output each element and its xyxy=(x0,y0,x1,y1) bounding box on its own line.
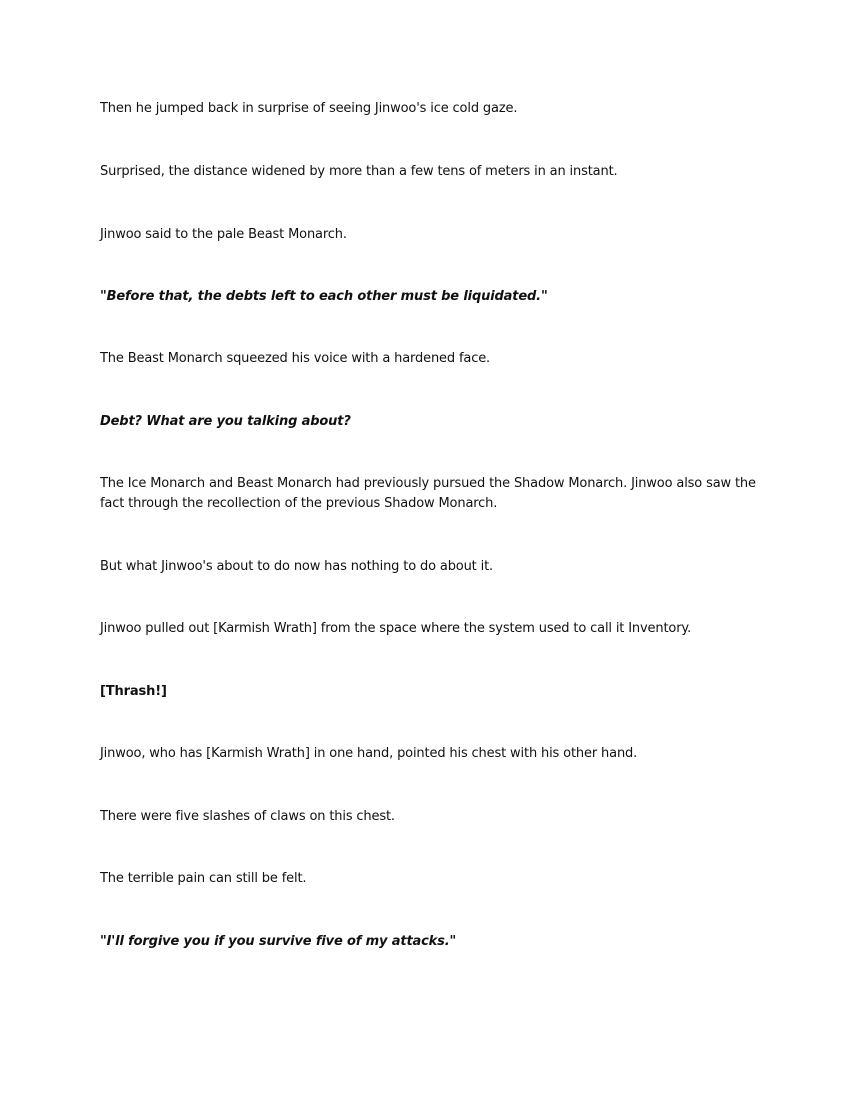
narration-paragraph: Jinwoo pulled out [Karmish Wrath] from the space where the system used to call it Inventory. xyxy=(100,621,692,636)
sound-effect-paragraph: [Thrash!] xyxy=(100,684,167,699)
narration-paragraph: Then he jumped back in surprise of seeing Jinwoo's ice cold gaze. xyxy=(100,101,518,116)
dialogue-paragraph: "Before that, the debts left to each other must be liquidated." xyxy=(100,289,548,304)
dialogue-paragraph: Debt? What are you talking about? xyxy=(100,414,351,429)
narration-paragraph: Jinwoo said to the pale Beast Monarch. xyxy=(100,227,347,242)
narration-paragraph: The terrible pain can still be felt. xyxy=(100,871,307,886)
dialogue-paragraph: "I'll forgive you if you survive five of my attacks." xyxy=(100,934,457,949)
narration-paragraph: Jinwoo, who has [Karmish Wrath] in one hand, pointed his chest with his other hand. xyxy=(100,746,638,761)
narration-paragraph: Surprised, the distance widened by more than a few tens of meters in an instant. xyxy=(100,164,618,179)
narration-paragraph: The Beast Monarch squeezed his voice with a hardened face. xyxy=(100,351,491,366)
narration-paragraph: There were five slashes of claws on this chest. xyxy=(100,809,395,824)
narration-paragraph: The Ice Monarch and Beast Monarch had previously pursued the Shadow Monarch. Jinwoo also saw the fact through the recollection of the previous Shadow Monarch. xyxy=(100,476,756,511)
narration-paragraph: But what Jinwoo's about to do now has nothing to do about it. xyxy=(100,559,494,574)
